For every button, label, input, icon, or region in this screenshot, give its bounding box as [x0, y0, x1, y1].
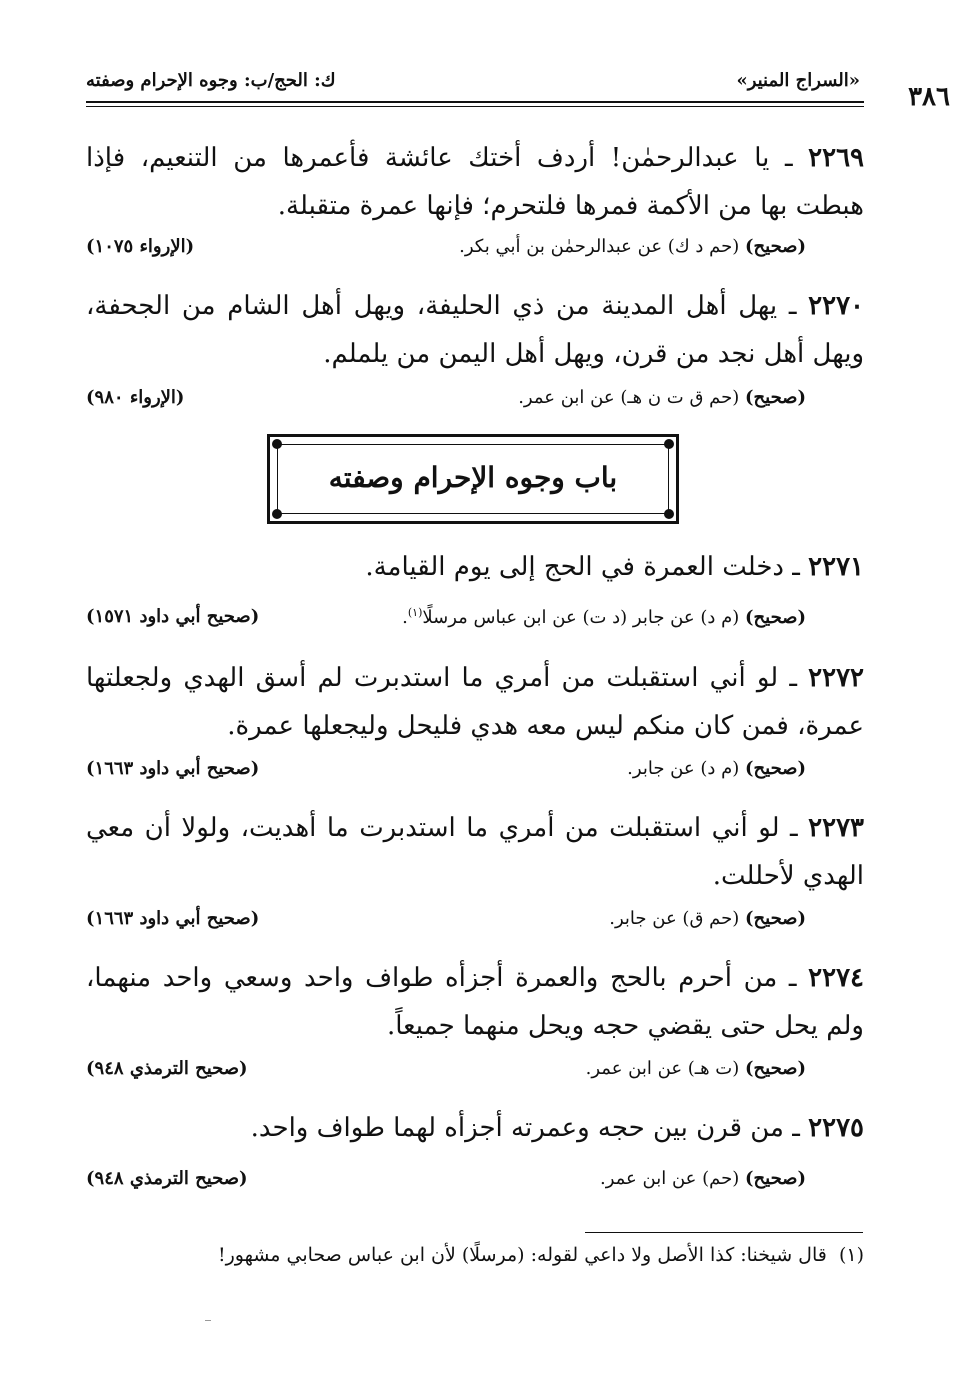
book-title: «السراج المنير»	[736, 70, 860, 91]
hadith-number: ٢٢٧٥	[808, 1113, 864, 1143]
source-text: (صحيح) (حم) عن ابن عمر.	[599, 1168, 806, 1189]
corner-ornament	[272, 509, 282, 519]
hadith-2270-source	[86, 387, 806, 421]
hadith-number: ٢٢٧١	[808, 552, 864, 582]
footnote	[86, 1240, 864, 1270]
hadith-number: ٢٢٧٤	[808, 963, 865, 993]
hadith-2274	[86, 954, 864, 1050]
hadith-text: ـ من أحرم بالحج والعمرة أجزأه طواف واحد وسعي واحد منهما، ولم يحل حتى يقضي حجه ويحل منهما جميعاً.	[86, 963, 864, 1041]
source-text: (صحيح) (حم د ك) عن عبدالرحمٰن بن أبي بكر.	[459, 236, 806, 257]
source-text: (صحيح) (م د) عن جابر (د ت) عن ابن عباس مرسلًا$^{(١)}$.	[402, 606, 806, 628]
page-number: ٣٨٦	[908, 82, 950, 112]
reference: (صحيح أبي داود ١٦٦٣)	[86, 758, 260, 779]
hadith-2275-source	[86, 1168, 806, 1202]
hadith-number: ٢٢٧٣	[808, 813, 864, 843]
corner-ornament	[272, 439, 282, 449]
hadith-number: ٢٢٦٩	[808, 143, 864, 173]
footnote-separator	[585, 1232, 863, 1233]
hadith-2271-source	[86, 606, 806, 640]
hadith-text: ـ من قرن بين حجه وعمرته أجزأه لهما طواف واحد.	[250, 1113, 800, 1143]
hadith-2270	[86, 282, 864, 378]
hadith-2275	[86, 1104, 864, 1152]
footnote-number: (١)	[838, 1244, 864, 1266]
hadith-2274-source	[86, 1058, 806, 1092]
hadith-number: ٢٢٧٢	[808, 663, 864, 693]
hadith-text: ـ دخلت العمرة في الحج إلى يوم القيامة.	[365, 552, 800, 582]
hadith-text: ـ يهل أهل المدينة من ذي الحليفة، ويهل أهل الشام من الجحفة، ويهل أهل نجد من قرن، ويهل أهل اليمن من يلملم.	[86, 291, 864, 369]
hadith-2272-source	[86, 758, 806, 792]
reference: (صحيح الترمذي ٩٤٨)	[86, 1058, 248, 1079]
footnote-text: قال شيخنا: كذا الأصل ولا داعي لقوله: (مرسلًا) لأن ابن عباس صحابي مشهور!	[217, 1244, 827, 1266]
reference: (الإرواء ١٠٧٥)	[86, 236, 195, 257]
corner-ornament	[664, 509, 674, 519]
hadith-2272	[86, 654, 864, 750]
header-rule	[86, 101, 864, 103]
source-text: (صحيح) (حم ق) عن جابر.	[609, 908, 806, 929]
reference: (الإرواء ٩٨٠)	[86, 387, 185, 408]
chapter-heading-box	[267, 434, 679, 524]
header-rule-thin	[86, 106, 864, 107]
source-text: (صحيح) (ت هـ) عن ابن عمر.	[585, 1058, 806, 1079]
hadith-2273	[86, 804, 864, 900]
scan-speck	[205, 1320, 211, 1321]
reference: (صحيح أبي داود ١٥٧١)	[86, 606, 260, 627]
source-text: (صحيح) (م د) عن جابر.	[627, 758, 806, 779]
hadith-text: ـ لو أني استقبلت من أمري ما استدبرت ما أهديت، ولولا أن معي الهدي لأحللت.	[86, 813, 864, 891]
corner-ornament	[664, 439, 674, 449]
reference: (صحيح أبي داود ١٦٦٣)	[86, 908, 260, 929]
chapter-title: باب وجوه الإحرام وصفته	[328, 461, 618, 494]
reference: (صحيح الترمذي ٩٤٨)	[86, 1168, 248, 1189]
hadith-text: ـ لو أني استقبلت من أمري ما استدبرت لم أسق الهدي ولجعلتها عمرة، فمن كان منكم ليس معه هدي فليحل وليجعلها عمرة.	[86, 663, 864, 741]
footnote-marker: (١)	[407, 606, 423, 619]
source-text: (صحيح) (حم ق ت ن هـ) عن ابن عمر.	[518, 387, 806, 408]
hadith-number: ٢٢٧٠	[808, 291, 865, 321]
hadith-2269-source	[86, 236, 806, 270]
hadith-2269	[86, 134, 864, 230]
running-chapter-title: ك: الحج/ب: وجوه الإحرام وصفته	[86, 70, 336, 91]
hadith-text: ـ يا عبدالرحمٰن! أردف أختك عائشة فأعمرها من التنعيم، فإذا هبطت بها من الأكمة فمرها فلتحرم؛ فإنها عمرة متقبلة.	[86, 143, 864, 221]
hadith-2271	[86, 543, 864, 591]
hadith-2273-source	[86, 908, 806, 942]
